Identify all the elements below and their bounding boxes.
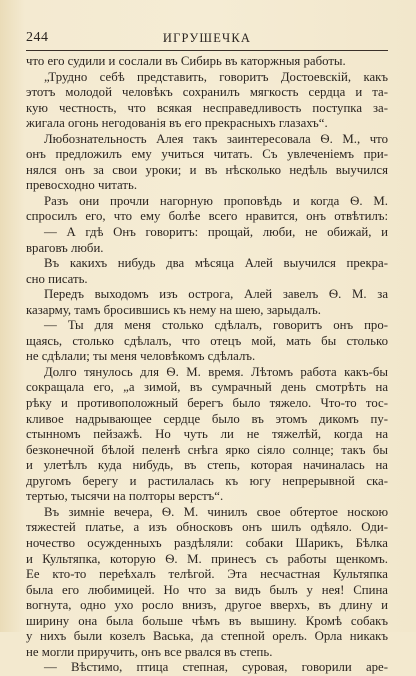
text-line: жигала огонь негодованія въ его прекрасныхъ глазахъ“. [26,116,328,131]
text-line: — Ты для меня столько сдѣлалъ, говоритъ онъ про- [44,318,388,333]
text-line: превосходно читать. [26,178,138,193]
text-line: стынномъ пейзажѣ. Но чуть ли не тяжелѣй, когда на [26,427,388,442]
text-line: что его судили и сослали въ Сибирь въ каторжныя работы. [26,54,346,68]
text-line: онъ предложилъ ему учиться читать. Съ увлеченіемъ при- [26,147,388,162]
text-line: другомъ берегу и растилалась къ югу непрерывной ска- [26,473,388,488]
text-line: нялся онъ за свои уроки; и въ нѣсколько недѣль выучился [26,162,388,177]
text-line: тертью, тысячи на полторы верстъ“. [26,489,224,504]
text-line: и Культяпка, которую Ѳ. М. принесъ съ работы щенкомъ. [26,551,388,566]
text-line: Любознательность Алея такъ заинтересовала Ѳ. М., что [44,131,388,146]
text-line: и улетѣлъ куда нибудь, въ степь, которая начиналась на [26,458,388,473]
text-line: спросилъ его, что ему болѣе всего нравится, онъ отвѣтилъ: [26,209,388,224]
text-line: — Вѣстимо, птица степная, суровая, говорили аре- [44,660,388,675]
text-line: вогнута, одно ухо росло внизъ, другое вверхъ, въ длину и [26,598,388,613]
text-line: ночество осужденныхъ раздѣляли: собаки Шарикъ, Бѣлка [26,535,388,550]
text-line: этотъ молодой человѣкъ сохранилъ мягкость сердца и та- [26,85,388,100]
text-line: у нихъ были козелъ Васька, да степной орелъ. Орла никакъ [26,629,388,644]
text-line: кую честность, что всякая несправедливость поступка за- [26,100,388,115]
text-line: Передъ выходомъ изъ острога, Алей завелъ Ѳ. М. за [44,287,388,302]
text-line: не сдѣлали; ты меня человѣкомъ сдѣлалъ. [26,349,256,364]
text-line: враговъ люби. [26,240,104,255]
body-text [26,54,388,676]
text-line: сно писать. [26,271,88,286]
header-rule [26,50,388,51]
text-line: безконечной бѣлой пеленѣ снѣга ярко сіяло солнце; такъ бы [26,442,388,457]
text-line: кливое надрывающее сердце было въ этомъ дикомъ пу- [26,411,388,426]
text-line: рѣку и противоположный берегъ было тяжело. Что-то тос- [26,396,388,411]
text-line: щаясь, столько сдѣлалъ, что отецъ мой, мать бы столько [26,333,388,348]
text-line: Ее кто-то переѣхалъ телѣгой. Эта несчастная Культяпка [26,567,388,582]
text-line: Въ зимніе вечера, Ѳ. М. чинилъ свое обтертое носкою [44,504,388,519]
text-line: ширину она была больше чѣмъ въ вышину. Кромѣ собакъ [26,613,388,628]
text-line: Долго тянулось для Ѳ. М. время. Лѣтомъ работа какъ-бы [44,364,388,379]
page-header [26,30,388,48]
text-line: — А гдѣ Онъ говоритъ: прощай, люби, не обижай, и [44,225,388,240]
text-line: Въ какихъ нибудь два мѣсяца Алей выучился прекра- [44,256,388,271]
text-line: казарму, тамъ бросившись къ нему на шею, зарыдалъ. [26,302,321,317]
text-line: Разъ они прочли нагорную проповѣдь и когда Ѳ. М. [44,193,388,208]
page-number: 244 [26,30,49,45]
text-line: не могли приручить, онъ все рвался въ степь. [26,644,273,659]
text-line: была его любимицей. Но что за видъ былъ у нея! Спина [26,582,388,597]
running-title: ИГРУШЕЧКА [162,31,252,45]
text-line: сокращала его, „а зимой, въ сумрачный день смотрѣть на [26,380,388,395]
text-line: „Трудно себѣ представить, говоритъ Достоевскій, какъ [44,69,388,84]
text-line: тяжестей платье, а изъ обносковъ онъ шилъ одѣяло. Оди- [26,520,388,535]
